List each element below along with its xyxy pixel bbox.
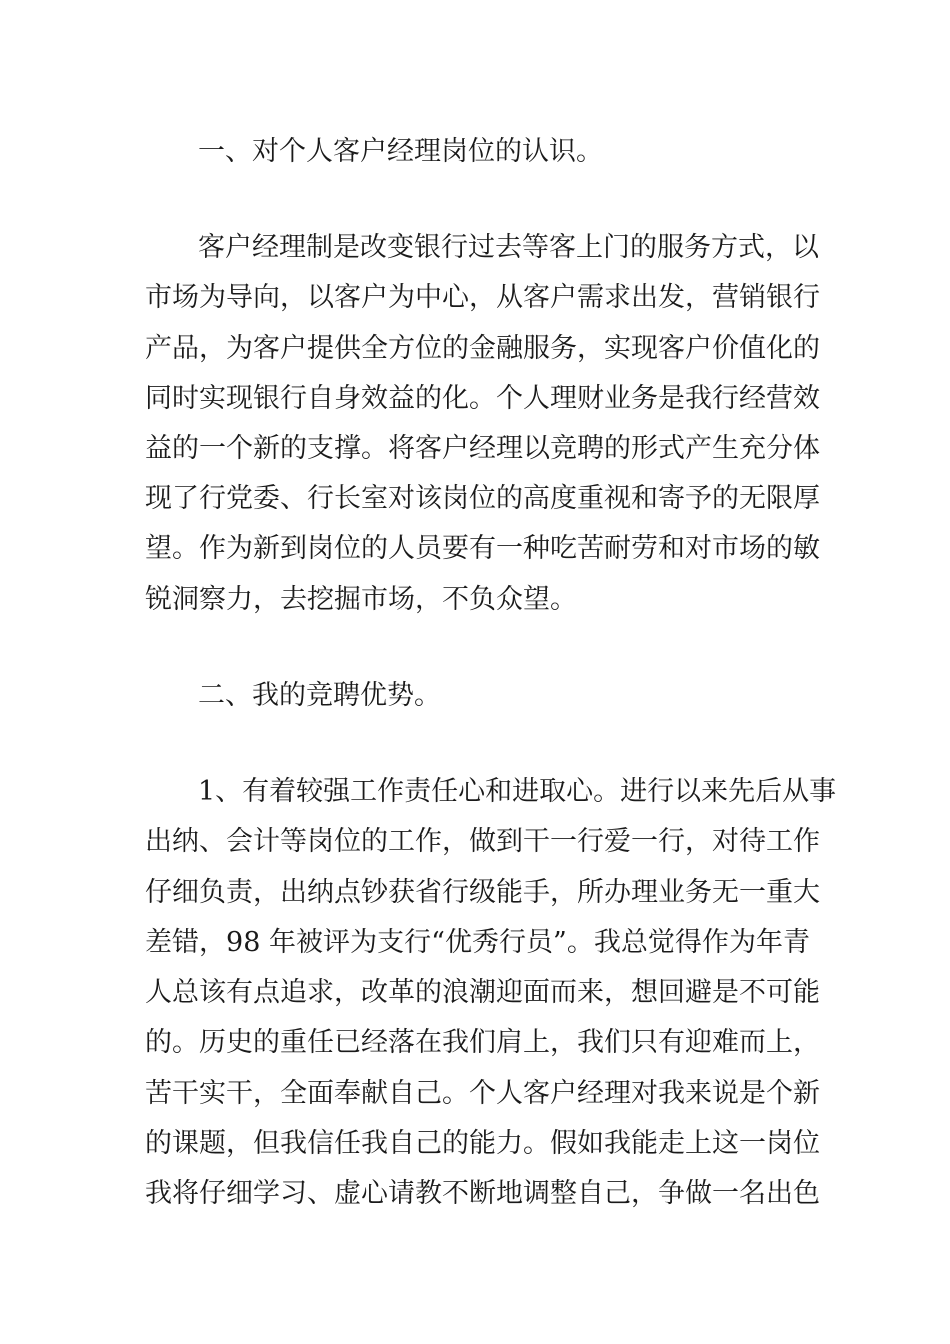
section-2-line-3: 仔细负责，出纳点钞获省行级能手，所办理业务无一重大 <box>145 877 820 908</box>
section-1-line-3: 产品，为客户提供全方位的金融服务，实现客户价值化的 <box>145 333 820 364</box>
section-1-line-2: 市场为导向，以客户为中心，从客户需求出发，营销银行 <box>145 282 820 313</box>
section-2-line-7: 苦干实干，全面奉献自己。个人客户经理对我来说是个新 <box>145 1078 820 1109</box>
section-2-line-2: 出纳、会计等岗位的工作，做到干一行爱一行，对待工作 <box>145 826 820 857</box>
section-1-line-6: 现了行党委、行长室对该岗位的高度重视和寄予的无限厚 <box>145 483 820 514</box>
section-2-heading: 二、我的竞聘优势。 <box>198 680 441 711</box>
section-1-line-5: 益的一个新的支撑。将客户经理以竞聘的形式产生充分体 <box>145 433 820 464</box>
section-2-line-5: 人总该有点追求，改革的浪潮迎面而来，想回避是不可能 <box>145 977 820 1008</box>
section-1-heading: 一、对个人客户经理岗位的认识。 <box>198 136 603 167</box>
section-2-line-4: 差错，98 年被评为支行“优秀行员”。我总觉得作为年青 <box>145 927 810 958</box>
section-1-line-7: 望。作为新到岗位的人员要有一种吃苦耐劳和对市场的敏 <box>145 533 820 564</box>
section-1-line-1: 客户经理制是改变银行过去等客上门的服务方式，以 <box>198 232 819 263</box>
section-1-line-4: 同时实现银行自身效益的化。个人理财业务是我行经营效 <box>145 383 820 414</box>
section-2-line-8: 的课题，但我信任我自己的能力。假如我能走上这一岗位 <box>145 1128 820 1159</box>
section-2-line-9: 我将仔细学习、虚心请教不断地调整自己，争做一名出色 <box>145 1178 820 1209</box>
section-2-line-6: 的。历史的重任已经落在我们肩上，我们只有迎难而上， <box>145 1027 820 1058</box>
section-2-line-1: 1、有着较强工作责任心和进取心。进行以来先后从事 <box>198 776 837 807</box>
section-1-line-8: 锐洞察力，去挖掘市场，不负众望。 <box>145 584 577 615</box>
